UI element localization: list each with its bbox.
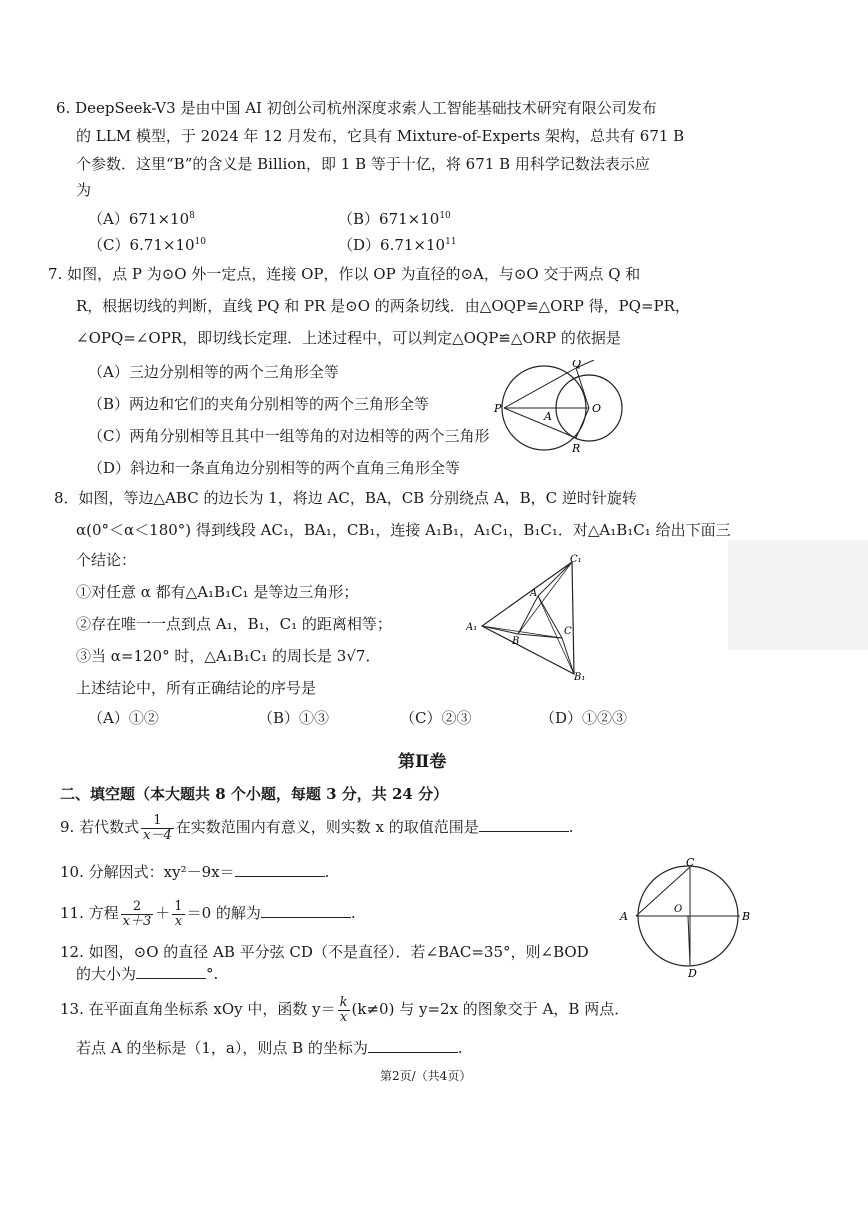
q6-line1: 6. DeepSeek-V3 是由中国 AI 初创公司杭州深度求索人工智能基础技术研究有限公司发布 xyxy=(56,99,657,117)
seg-ext-2 xyxy=(518,562,572,634)
q9-fraction: $\frac{1}{x-4}$ xyxy=(143,812,172,843)
q12-figure xyxy=(614,858,754,978)
triangle-abc xyxy=(518,596,562,638)
triangle-a1b1c1 xyxy=(482,562,574,674)
q11-fraction-1: $\frac{2}{x+3}$ xyxy=(122,898,152,929)
q8-option-d: （D）①②③ xyxy=(540,709,628,727)
label-p: P xyxy=(494,402,502,415)
q7-option-b: （B）两边和它们的夹角分别相等的两个三角形全等 xyxy=(88,395,430,413)
q12-answer-blank[interactable] xyxy=(136,964,206,979)
label-d: D xyxy=(688,967,697,978)
label-o: O xyxy=(674,904,683,915)
q8-option-a: （A）①② xyxy=(88,709,159,727)
label-r: R xyxy=(572,442,581,455)
q8-prompt: 上述结论中，所有正确结论的序号是 xyxy=(76,679,317,697)
q8-line2: α(0°＜α＜180°) 得到线段 AC₁，BA₁，CB₁，连接 A₁B₁，A₁C₁，B₁C₁．对△A₁B₁C₁ 给出下面三 xyxy=(76,521,731,539)
q8-conclusion-1: ①对任意 α 都有△A₁B₁C₁ 是等边三角形； xyxy=(76,583,359,601)
page-footer: 第2页/（共4页） xyxy=(380,1069,472,1083)
label-c1: C₁ xyxy=(570,554,582,565)
q9-answer-blank[interactable] xyxy=(479,817,569,832)
q8-option-c: （C）②③ xyxy=(400,709,472,727)
q12-line1: 12. 如图，⊙O 的直径 AB 平分弦 CD（不是直径）．若∠BAC=35°，则∠BOD xyxy=(60,943,589,961)
q12-line2: 的大小为 °. xyxy=(76,965,219,983)
label-c: C xyxy=(686,858,695,869)
q9: 9. 若代数式 $\frac{1}{x-4}$ 在实数范围内有意义，则实数 x 的取值范围是 . xyxy=(60,812,574,843)
scan-shadow xyxy=(728,540,868,650)
label-q: Q xyxy=(572,360,582,370)
section-heading: 二、填空题（本大题共 8 个小题，每题 3 分，共 24 分） xyxy=(60,785,449,803)
q11-fraction-2: $\frac{1}{x}$ xyxy=(174,898,183,929)
label-b: B xyxy=(742,910,751,923)
q8-option-b: （B）①③ xyxy=(258,709,330,727)
line-or xyxy=(576,408,589,438)
q8-line1: 8．如图，等边△ABC 的边长为 1，将边 AC，BA，CB 分别绕点 A，B，C 逆时针旋转 xyxy=(54,489,637,507)
label-b: B xyxy=(512,636,520,647)
label-b1: B₁ xyxy=(574,672,586,682)
q6-option-a: $(A)671\times 10^8$ xyxy=(88,210,195,228)
label-c: C xyxy=(564,626,572,637)
q7-line1: 7. 如图，点 P 为⊙O 外一定点，连接 OP，作以 OP 为直径的⊙A，与⊙O 交于两点 Q 和 xyxy=(48,265,641,283)
seg-ac1 xyxy=(538,562,572,596)
q6-option-b: $(B)671\times 10^{10}$ xyxy=(338,210,451,228)
q10-answer-blank[interactable] xyxy=(235,862,325,877)
line-pq xyxy=(504,368,576,408)
q13-line2: 若点 A 的坐标是（1，a），则点 B 的坐标为 . xyxy=(76,1039,463,1057)
q10: 10. 分解因式：xy²－9x＝ . xyxy=(60,863,330,881)
q6-line2: 的 LLM 模型，于 2024 年 12 月发布，它具有 Mixture-of-Experts 架构，总共有 671 B xyxy=(76,127,685,145)
line-oq xyxy=(576,368,589,408)
label-a: A xyxy=(620,910,628,923)
q13-fraction: $\frac{k}{x}$ xyxy=(339,994,348,1025)
q7-line3: ∠OPQ=∠OPR，即切线长定理．上述过程中，可以判定△OQP≌△ORP 的依据是 xyxy=(76,329,621,347)
q13-line1: 13. 在平面直角坐标系 xOy 中，函数 y＝ $\frac{k}{x}$ (k≠0) 与 y=2x 的图象交于 A，B 两点． xyxy=(60,994,630,1025)
q8-figure xyxy=(466,552,596,682)
q11-answer-blank[interactable] xyxy=(261,903,351,918)
q8-line3: 个结论： xyxy=(76,551,137,569)
q7-option-d: （D）斜边和一条直角边分别相等的两个直角三角形全等 xyxy=(88,459,461,477)
q6-line3: 个参数．这里“B”的含义是 Billion，即 1 B 等于十亿，将 671 B 用科学记数法表示应 xyxy=(76,155,650,173)
q8-conclusion-2: ②存在唯一一点到点 A₁，B₁，C₁ 的距离相等； xyxy=(76,615,392,633)
q7-figure xyxy=(494,360,634,460)
q6-line4: 为 xyxy=(76,181,92,199)
label-a: A xyxy=(530,588,538,599)
q7-option-a: （A）三边分别相等的两个三角形全等 xyxy=(88,363,339,381)
label-a: A xyxy=(544,410,552,423)
section-title: 第Ⅱ卷 xyxy=(398,752,447,772)
q7-option-c: （C）两角分别相等且其中一组等角的对边相等的两个三角形 xyxy=(88,427,490,445)
q13-answer-blank[interactable] xyxy=(368,1038,458,1053)
q8-conclusion-3: ③当 α=120° 时，△A₁B₁C₁ 的周长是 3√7． xyxy=(76,647,381,665)
q7-line2: R，根据切线的判断，直线 PQ 和 PR 是⊙O 的两条切线．由△OQP≌△ORP 得，PQ=PR， xyxy=(76,297,690,315)
q11: 11. 方程 $\frac{2}{x+3}$ ＋ $\frac{1}{x}$ ＝0 的解为 . xyxy=(60,898,356,929)
line-pr xyxy=(504,408,576,438)
label-a1: A₁ xyxy=(466,622,478,633)
label-o: O xyxy=(592,402,602,415)
q6-option-d: $(D)6.71\times 10^{11}$ xyxy=(338,236,457,254)
q6-option-c: $(C)6.71\times 10^{10}$ xyxy=(88,236,206,254)
